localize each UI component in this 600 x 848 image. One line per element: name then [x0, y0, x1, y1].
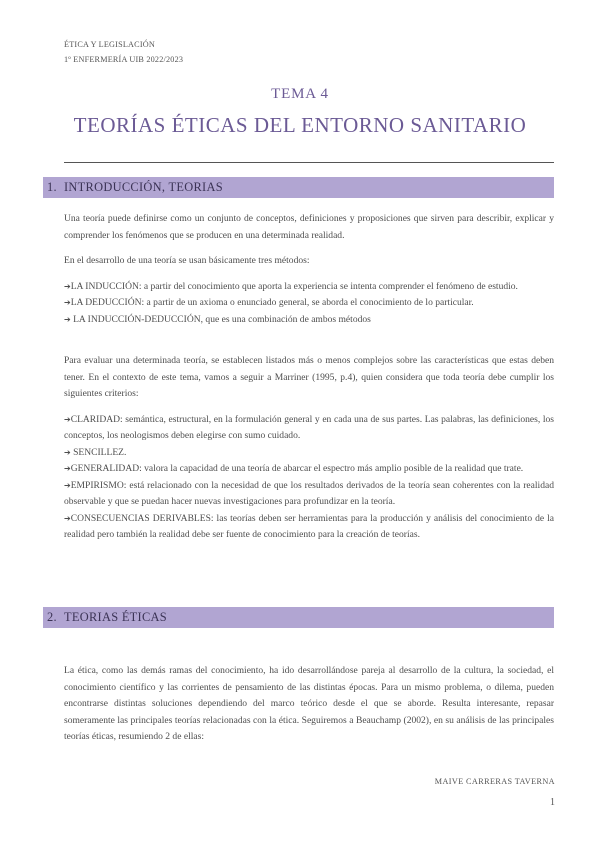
item-text: a partir de un axioma o enunciado general, se aborda el conocimiento de lo particular.: [144, 297, 474, 308]
item-label: LA INDUCCIÓN-DEDUCCIÓN,: [70, 313, 204, 325]
item-label: LA DEDUCCIÓN:: [70, 297, 145, 308]
item-label: LA INDUCCIÓN:: [70, 280, 142, 292]
item-text: que es una combinación de ambos métodos: [203, 313, 371, 325]
paragraph: La ética, como las demás ramas del conocimiento, ha ido desarrollándose pareja al desarrollo de la cultura, la sociedad, el conocimiento científico y las corrientes de pensamiento de las distintas épocas. Para un mismo problema, o dilema, pueden encontrarse distintas soluciones dependiendo del marco teórico desde el que se aborde. Resulta interesante, repasar someramente las principales teorías relacionadas con la ética. Seguiremos a Beauchamp (2002), en su análisis de las principales teorías éticas, resumiendo 2 de ellas:: [64, 665, 554, 742]
item-text: valora la capacidad de una teoría de abarcar el espectro más amplio posible de la realidad que trate.: [141, 463, 524, 474]
section1-body: [64, 211, 554, 544]
section2-body: [64, 663, 554, 746]
section-heading-teorias-eticas: [43, 607, 554, 628]
page-header: [64, 37, 183, 67]
footer-author: MAIVE CARRERAS TAVERNA: [434, 777, 555, 786]
arrow-icon: ➔: [64, 281, 71, 291]
list-item: [64, 461, 554, 478]
criteria-list: [64, 412, 554, 544]
section-heading-introduccion: [43, 177, 554, 198]
section-number: 2.: [47, 610, 57, 624]
item-text: semántica, estructural, en la formulación general y en cada una de sus partes. Las palabras, las definiciones, los conceptos, los neologismos deben elegirse con sumo cuidado.: [64, 413, 554, 441]
section-title: TEORIAS ÉTICAS: [64, 610, 167, 624]
item-text: está relacionado con la necesidad de que los resultados derivados de la teoría sean coherentes con la realidad observable y que se puedan hacer nuevas investigaciones para profundizar en la teoría.: [64, 479, 554, 507]
topic-number: TEMA 4: [271, 86, 329, 102]
item-label: GENERALIDAD:: [70, 463, 142, 474]
paragraph: Una teoría puede definirse como un conjunto de conceptos, definiciones y proposiciones que sirven para describir, explicar y comprender los fenómenos que se producen en una determinada realidad.: [64, 213, 554, 241]
item-label: EMPIRISMO:: [70, 479, 127, 491]
arrow-icon: ➔: [64, 464, 71, 473]
item-label: CONSECUENCIAS DERIVABLES:: [70, 512, 214, 524]
list-item: [64, 295, 554, 312]
header-course: 1º ENFERMERÍA UIB 2022/2023: [64, 55, 184, 64]
arrow-icon: ➔: [64, 513, 71, 523]
section-number: 1.: [47, 180, 57, 194]
paragraph: En el desarrollo de una teoría se usan básicamente tres métodos:: [64, 255, 310, 266]
item-text: a partir del conocimiento que aporta la experiencia se intenta comprender el fenómeno de estudio.: [141, 280, 518, 292]
title-divider: [64, 162, 554, 163]
arrow-icon: ➔: [64, 298, 71, 307]
list-item: [64, 412, 554, 445]
list-item: [64, 478, 554, 511]
header-subject: ÉTICA Y LEGISLACIÓN: [64, 40, 155, 49]
arrow-icon: ➔: [64, 314, 71, 324]
page-number: 1: [550, 797, 555, 808]
list-item: [64, 279, 554, 296]
methods-list: [64, 279, 554, 329]
section-title: INTRODUCCIÓN, TEORIAS: [64, 180, 223, 194]
list-item: [64, 511, 554, 544]
document-title: TEORÍAS ÉTICAS DEL ENTORNO SANITARIO: [73, 113, 527, 137]
list-item: [64, 445, 554, 462]
arrow-icon: ➔: [64, 447, 71, 457]
paragraph: Para evaluar una determinada teoría, se establecen listados más o menos complejos sobre las características que estas deben tener. En el contexto de este tema, vamos a seguir a Marriner (1995, p.4), quien considera que toda teoría debe cumplir los siguientes criterios:: [64, 355, 554, 399]
item-text: las teorías deben ser herramientas para la producción y análisis del conocimiento de la realidad pero también la realidad debe ser fuente de conocimiento para la creación de teorías.: [64, 512, 554, 540]
item-label: SENCILLEZ.: [70, 446, 127, 458]
item-label: CLARIDAD:: [70, 413, 123, 425]
arrow-icon: ➔: [64, 414, 71, 424]
list-item: [64, 312, 554, 329]
arrow-icon: ➔: [64, 480, 71, 490]
